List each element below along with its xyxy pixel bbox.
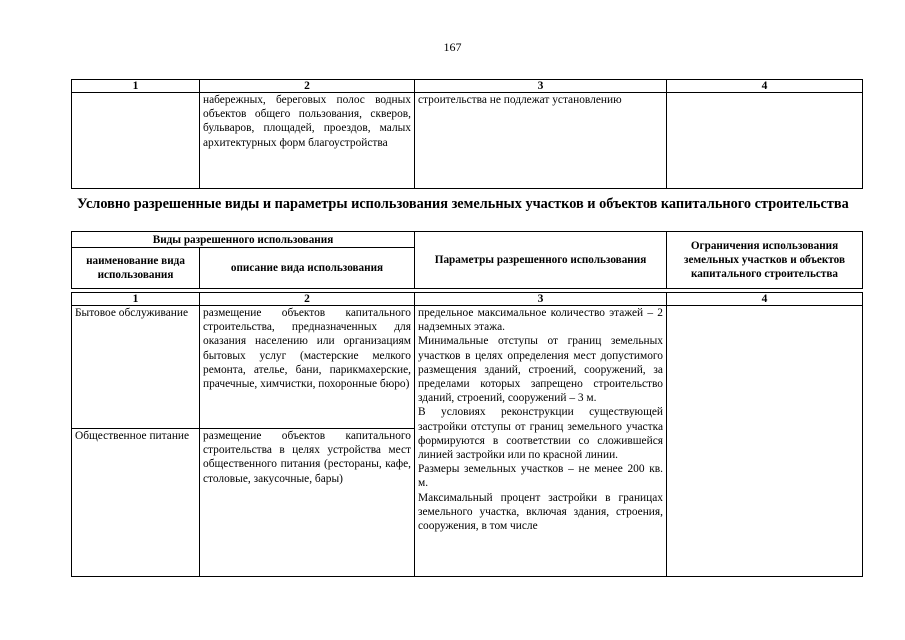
column-number: 4 (667, 293, 863, 306)
cell-description: размещение объектов капитального строительства в целях устройства мест общественного питания (рестораны, кафе, столовые, закусочные, бары) (200, 429, 415, 577)
section-title: Условно разрешенные виды и параметры использования земельных участков и объектов капитального строительства (77, 196, 849, 212)
column-number: 1 (72, 80, 200, 93)
column-number: 2 (200, 293, 415, 306)
parameter-paragraph: В условиях реконструкции существующей застройки отступы от границ земельного участка формируются в соответствии со сложившейся линией застройки или по красной линии. (418, 406, 663, 462)
parameter-paragraph: Максимальный процент застройки в границах земельного участка, включая здания, строения, сооружения, в том числе (418, 491, 663, 533)
cell-description: размещение объектов капитального строительства, предназначенных для оказания населению или организациям бытовых услуг (мастерские мелкого ремонта, ателье, бани, парикмахерские, прачечные, химчистки, похоронные бюро) (200, 306, 415, 429)
header-row (72, 232, 863, 248)
group-header: Виды разрешенного использования (72, 232, 415, 248)
column-number: 3 (415, 80, 667, 93)
table-row (72, 306, 863, 429)
parameters-header: Параметры разрешенного использования (415, 232, 667, 289)
cell-name: Общественное питание (72, 429, 200, 577)
column-number: 3 (415, 293, 667, 306)
column-number: 2 (200, 80, 415, 93)
restrictions-header: Ограничения использования земельных участков и объектов капитального строительства (667, 232, 863, 289)
continuation-table (71, 79, 863, 189)
cell-name (72, 93, 200, 189)
column-number-row (72, 293, 863, 306)
parameter-paragraph: Размеры земельных участков – не менее 200 кв. м. (418, 463, 663, 490)
column-number: 1 (72, 293, 200, 306)
cell-name: Бытовое обслуживание (72, 306, 200, 429)
description-header: описание вида использования (200, 248, 415, 289)
name-header: наименование вида использования (72, 248, 200, 289)
cell-parameters: строительства не подлежат установлению (415, 93, 667, 189)
cell-parameters (415, 306, 667, 577)
conditional-uses-table (71, 231, 863, 577)
cell-restrictions (667, 93, 863, 189)
parameter-paragraph: предельное максимальное количество этажей – 2 надземных этажа. (418, 307, 663, 334)
parameter-paragraph: Минимальные отступы от границ земельных участков в целях определения мест допустимого размещения зданий, строений, сооружений, за пределами которых запрещено строительство зданий, строений, сооружений – 3 м. (418, 335, 663, 405)
table-row (72, 93, 863, 189)
column-number-row (72, 80, 863, 93)
cell-description: набережных, береговых полос водных объектов общего пользования, скверов, бульваров, площадей, проездов, малых архитектурных форм благоустройства (200, 93, 415, 189)
cell-restrictions (667, 306, 863, 577)
page-number: 167 (443, 40, 462, 54)
column-number: 4 (667, 80, 863, 93)
